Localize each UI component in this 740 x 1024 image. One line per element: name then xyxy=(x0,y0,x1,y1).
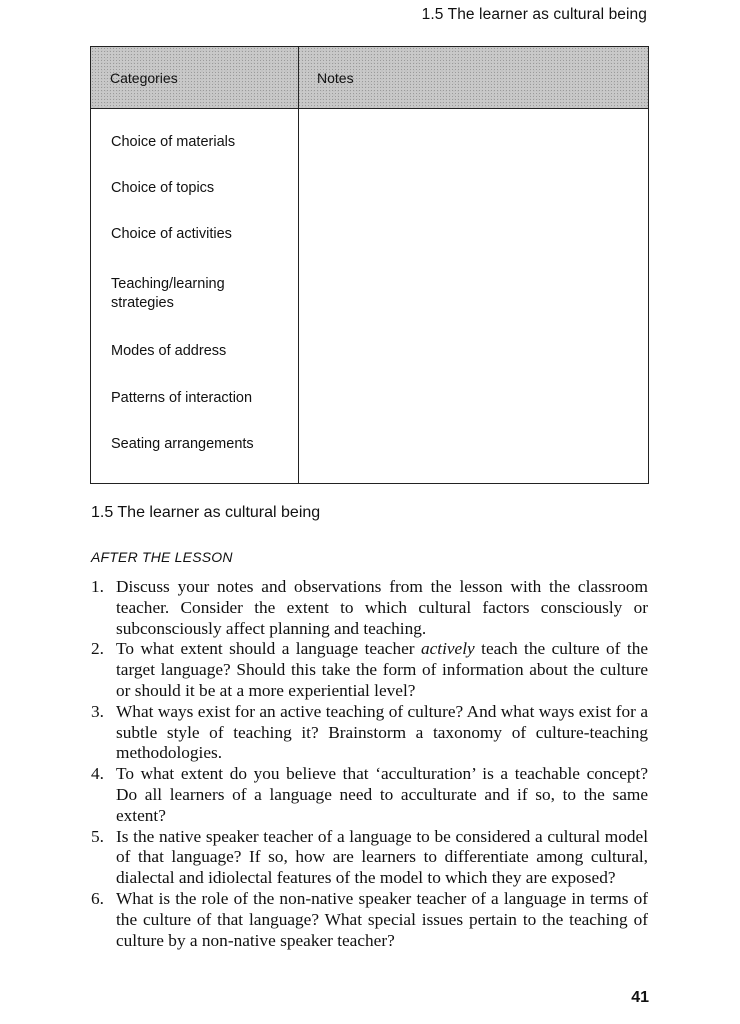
running-head: 1.5 The learner as cultural being xyxy=(421,6,647,23)
question-list xyxy=(91,577,648,951)
item-text xyxy=(116,639,648,700)
list-item xyxy=(91,639,648,701)
section-heading: 1.5 The learner as cultural being xyxy=(91,504,321,521)
category-choice-of-activities: Choice of activities xyxy=(111,226,232,242)
item-text: What is the role of the non-native speaker teacher of a language in terms of the culture of that language? What special issues pertain to the teaching of culture by a non-native speaker teacher? xyxy=(116,888,648,950)
category-choice-of-materials: Choice of materials xyxy=(111,134,236,150)
category-choice-of-topics: Choice of topics xyxy=(111,180,215,196)
item-number: 3. xyxy=(91,701,104,721)
item-text: Discuss your notes and observations from the lesson with the classroom teacher. Consider the extent to which cultural factors consciously or subconsciously affect planning and teaching. xyxy=(116,577,648,638)
categories-column-header: Categories xyxy=(110,70,178,86)
item-number: 1. xyxy=(91,577,104,596)
item-number: 2. xyxy=(91,639,104,659)
list-item xyxy=(91,827,648,889)
category-teaching-learning-strategies: Teaching/learning strategies xyxy=(111,276,225,311)
emphasis-text: actively xyxy=(420,639,475,659)
list-item xyxy=(91,889,648,951)
observation-table xyxy=(90,46,649,484)
item-number: 6. xyxy=(91,888,104,908)
column-divider xyxy=(298,47,299,483)
item-text-part: To what extent should a language teacher xyxy=(116,639,421,659)
list-item xyxy=(91,764,648,826)
item-number: 4. xyxy=(91,764,104,784)
notes-column-header: Notes xyxy=(317,70,354,86)
category-seating-arrangements: Seating arrangements xyxy=(111,436,254,452)
sub-heading: AFTER THE LESSON xyxy=(91,549,233,565)
category-modes-of-address: Modes of address xyxy=(111,343,227,359)
list-item xyxy=(91,702,648,764)
page-number: 41 xyxy=(631,989,649,1006)
item-text: Is the native speaker teacher of a language to be considered a cultural model of that language? If so, how are learners to differentiate among cultural, dialectal and idiolectal features of the model to which they are exposed? xyxy=(116,826,648,888)
category-patterns-of-interaction: Patterns of interaction xyxy=(111,390,253,406)
item-text-part: teach the culture of the target language? Should this take the form of information about the culture or should it be at a more experiential level? xyxy=(116,639,649,700)
item-text: What ways exist for an active teaching of culture? And what ways exist for a subtle style of teaching it? Brainstorm a taxonomy of culture-teaching methodologies. xyxy=(116,701,648,763)
list-item xyxy=(91,577,648,639)
item-text: To what extent do you believe that ‘acculturation’ is a teachable concept? Do all learners of a language need to acculturate and if so, to the same extent? xyxy=(116,764,648,825)
item-number: 5. xyxy=(91,826,104,846)
